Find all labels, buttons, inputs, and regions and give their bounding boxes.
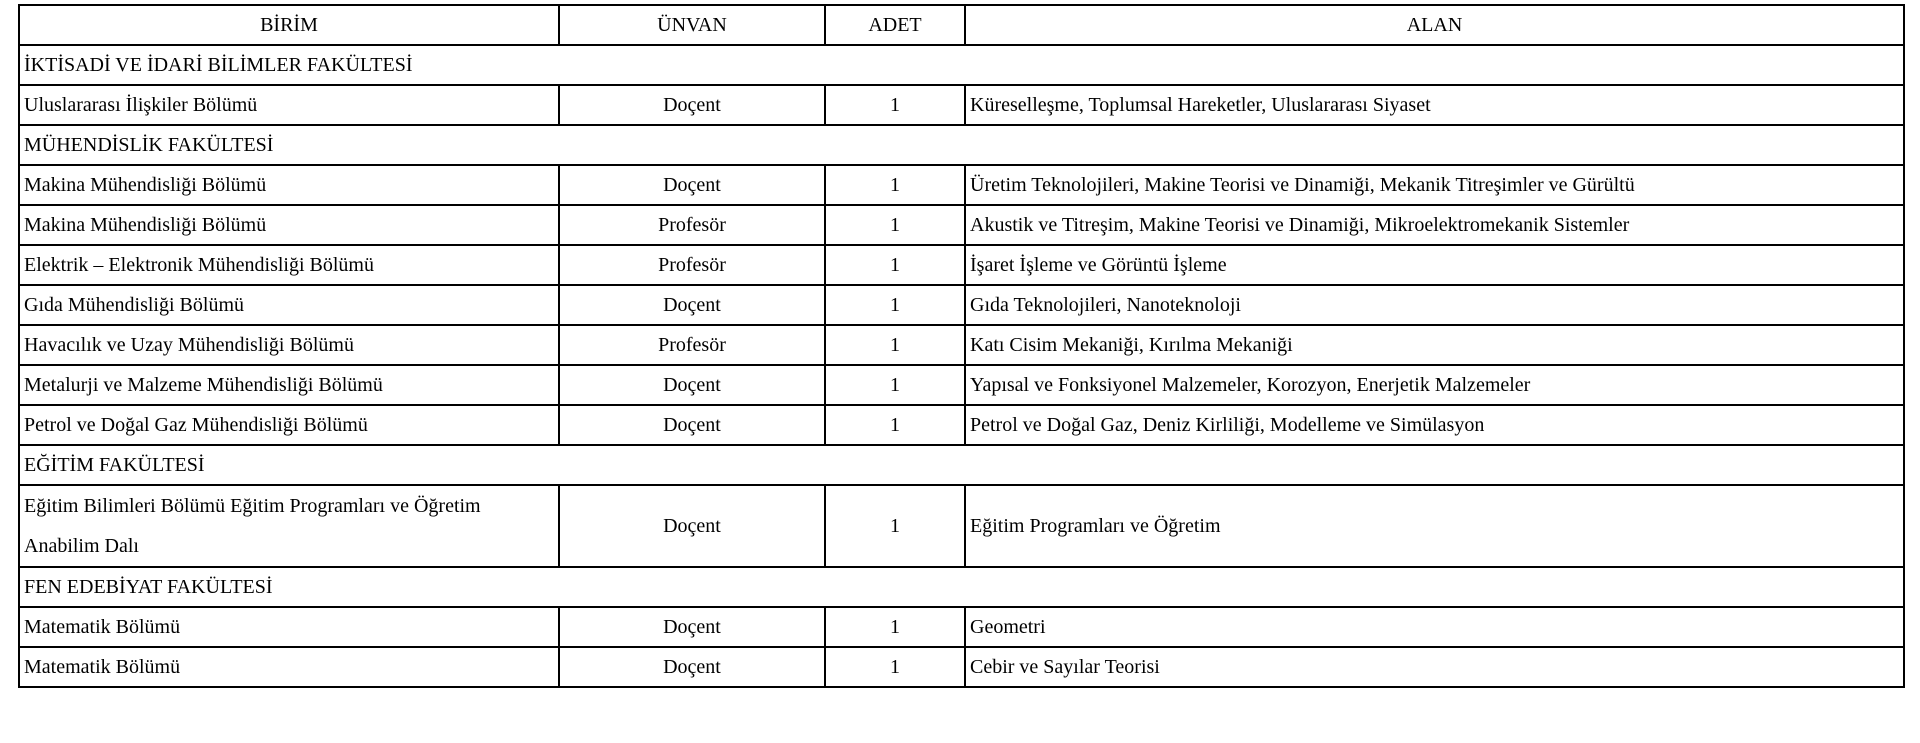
table-row	[19, 245, 1904, 285]
cell-birim: Havacılık ve Uzay Mühendisliği Bölümü	[19, 325, 559, 365]
header-adet: ADET	[825, 5, 965, 45]
cell-alan: Küreselleşme, Toplumsal Hareketler, Uluslararası Siyaset	[965, 85, 1904, 125]
cell-adet: 1	[825, 647, 965, 687]
section-title: MÜHENDİSLİK FAKÜLTESİ	[19, 125, 1904, 165]
cell-alan: Eğitim Programları ve Öğretim	[965, 485, 1904, 567]
cell-birim: Makina Mühendisliği Bölümü	[19, 165, 559, 205]
cell-birim: Makina Mühendisliği Bölümü	[19, 205, 559, 245]
cell-birim: Petrol ve Doğal Gaz Mühendisliği Bölümü	[19, 405, 559, 445]
cell-alan: Katı Cisim Mekaniği, Kırılma Mekaniği	[965, 325, 1904, 365]
header-unvan: ÜNVAN	[559, 5, 825, 45]
table-row	[19, 325, 1904, 365]
cell-unvan: Profesör	[559, 325, 825, 365]
cell-unvan: Doçent	[559, 365, 825, 405]
cell-alan: Üretim Teknolojileri, Makine Teorisi ve Dinamiği, Mekanik Titreşimler ve Gürültü	[965, 165, 1904, 205]
staff-positions-table	[18, 4, 1905, 688]
table-row	[19, 405, 1904, 445]
cell-adet: 1	[825, 85, 965, 125]
cell-adet: 1	[825, 285, 965, 325]
cell-alan: Petrol ve Doğal Gaz, Deniz Kirliliği, Modelleme ve Simülasyon	[965, 405, 1904, 445]
table-header-row	[19, 5, 1904, 45]
table-row	[19, 647, 1904, 687]
cell-adet: 1	[825, 607, 965, 647]
cell-unvan: Doçent	[559, 85, 825, 125]
cell-birim: Matematik Bölümü	[19, 607, 559, 647]
cell-adet: 1	[825, 405, 965, 445]
cell-alan: Geometri	[965, 607, 1904, 647]
cell-adet: 1	[825, 205, 965, 245]
cell-unvan: Doçent	[559, 405, 825, 445]
section-title: EĞİTİM FAKÜLTESİ	[19, 445, 1904, 485]
cell-alan: İşaret İşleme ve Görüntü İşleme	[965, 245, 1904, 285]
cell-adet: 1	[825, 365, 965, 405]
section-title: İKTİSADİ VE İDARİ BİLİMLER FAKÜLTESİ	[19, 45, 1904, 85]
table-row	[19, 285, 1904, 325]
table-row	[19, 607, 1904, 647]
cell-alan: Cebir ve Sayılar Teorisi	[965, 647, 1904, 687]
header-birim: BİRİM	[19, 5, 559, 45]
cell-birim: Eğitim Bilimleri Bölümü Eğitim Programları ve Öğretim Anabilim Dalı	[19, 485, 559, 567]
cell-unvan: Doçent	[559, 607, 825, 647]
table-row	[19, 365, 1904, 405]
section-title: FEN EDEBİYAT FAKÜLTESİ	[19, 567, 1904, 607]
cell-unvan: Profesör	[559, 245, 825, 285]
table-row	[19, 205, 1904, 245]
cell-birim: Metalurji ve Malzeme Mühendisliği Bölümü	[19, 365, 559, 405]
cell-birim: Elektrik – Elektronik Mühendisliği Bölümü	[19, 245, 559, 285]
table-row	[19, 485, 1904, 567]
cell-alan: Gıda Teknolojileri, Nanoteknoloji	[965, 285, 1904, 325]
cell-unvan: Doçent	[559, 165, 825, 205]
cell-adet: 1	[825, 245, 965, 285]
section-row	[19, 445, 1904, 485]
cell-adet: 1	[825, 165, 965, 205]
section-row	[19, 567, 1904, 607]
cell-unvan: Doçent	[559, 485, 825, 567]
cell-birim: Matematik Bölümü	[19, 647, 559, 687]
cell-birim: Uluslararası İlişkiler Bölümü	[19, 85, 559, 125]
section-row	[19, 45, 1904, 85]
cell-adet: 1	[825, 325, 965, 365]
cell-unvan: Doçent	[559, 647, 825, 687]
table-row	[19, 165, 1904, 205]
header-alan: ALAN	[965, 5, 1904, 45]
cell-alan: Yapısal ve Fonksiyonel Malzemeler, Korozyon, Enerjetik Malzemeler	[965, 365, 1904, 405]
cell-unvan: Doçent	[559, 285, 825, 325]
cell-birim: Gıda Mühendisliği Bölümü	[19, 285, 559, 325]
cell-unvan: Profesör	[559, 205, 825, 245]
cell-adet: 1	[825, 485, 965, 567]
table-row	[19, 85, 1904, 125]
cell-alan: Akustik ve Titreşim, Makine Teorisi ve Dinamiği, Mikroelektromekanik Sistemler	[965, 205, 1904, 245]
section-row	[19, 125, 1904, 165]
